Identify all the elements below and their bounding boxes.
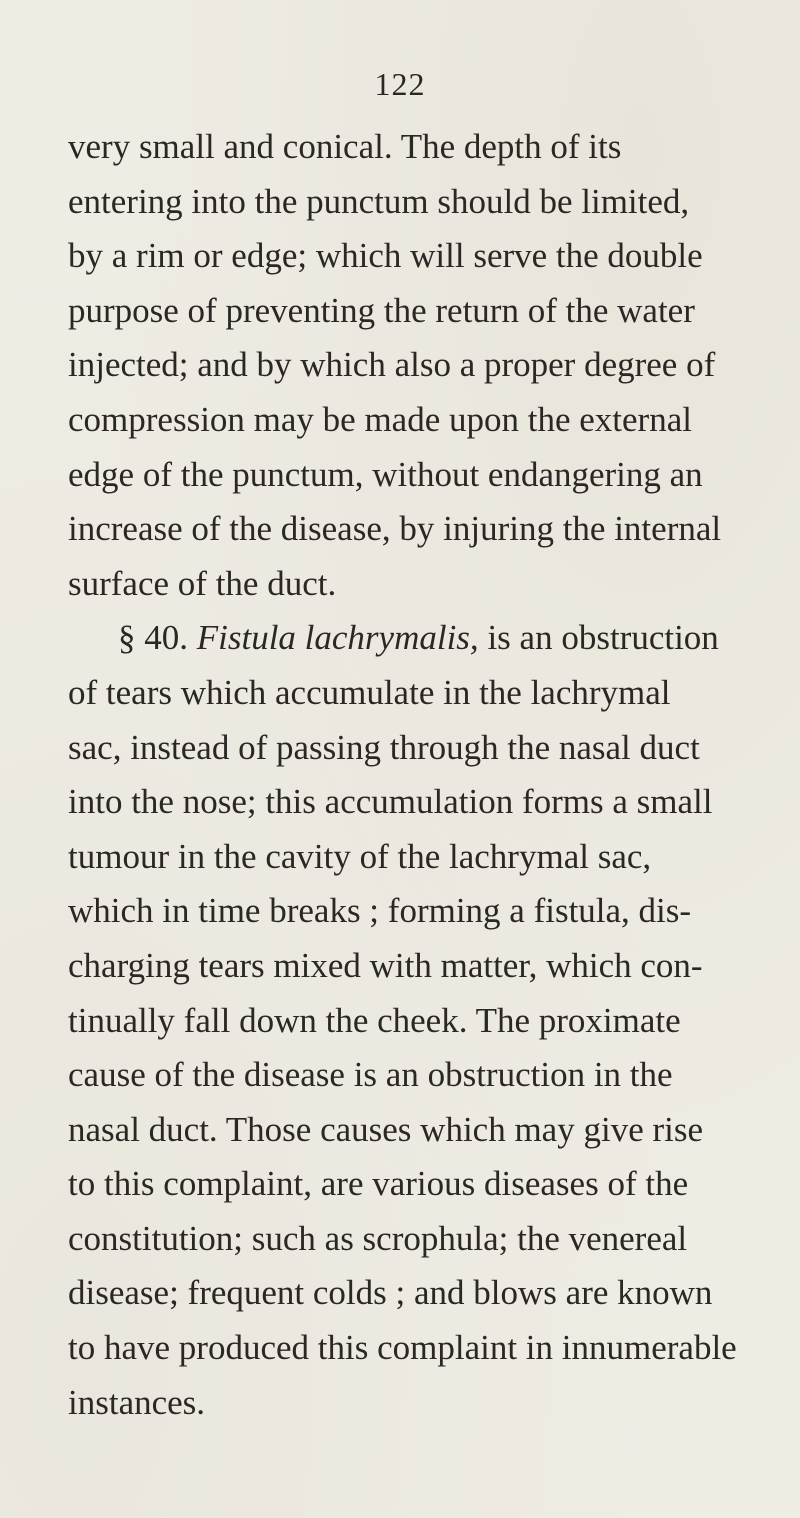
text-line: tumour in the cavity of the lachrymal sac, (68, 836, 652, 876)
text-line: constitution; such as scrophula; the venereal (68, 1218, 688, 1258)
text-line: sac, instead of passing through the nasal duct (68, 727, 700, 767)
section-number: § 40. (118, 618, 188, 658)
text-line: into the nose; this accumulation forms a small (68, 782, 713, 822)
page-number: 122 (374, 66, 426, 102)
text-line: by a rim or edge; which will serve the double (68, 236, 703, 276)
text-line: surface of the duct. (68, 563, 337, 603)
text-line: tinually fall down the cheek. The proximate (68, 1000, 681, 1040)
text-line: disease; frequent colds ; and blows are known (68, 1273, 713, 1313)
body-text (68, 120, 776, 1430)
section-heading-line (68, 611, 776, 666)
text-line: nasal duct. Those causes which may give rise (68, 1109, 704, 1149)
text-line: injected; and by which also a proper degree of (68, 345, 716, 385)
text-line: cause of the disease is an obstruction in the (68, 1055, 673, 1095)
text-line: compression may be made upon the external (68, 399, 692, 439)
text-line: purpose of preventing the return of the water (68, 290, 695, 330)
text-line: entering into the punctum should be limited, (68, 181, 690, 221)
text-line: to this complaint, are various diseases of the (68, 1164, 689, 1204)
text-line: charging tears mixed with matter, which con- (68, 945, 703, 985)
section-definition: is an obstruction (487, 618, 719, 658)
text-line: instances. (68, 1382, 206, 1422)
text-line: very small and conical. The depth of its (68, 127, 622, 166)
text-line: increase of the disease, by injuring the internal (68, 509, 722, 549)
text-line: edge of the punctum, without endangering an (68, 454, 703, 494)
text-line: which in time breaks ; forming a fistula, dis- (68, 891, 692, 931)
text-line: to have produced this complaint in innumerable (68, 1328, 737, 1368)
section-term: Fistula lachrymalis, (196, 618, 479, 658)
text-line: of tears which accumulate in the lachrymal (68, 672, 671, 712)
